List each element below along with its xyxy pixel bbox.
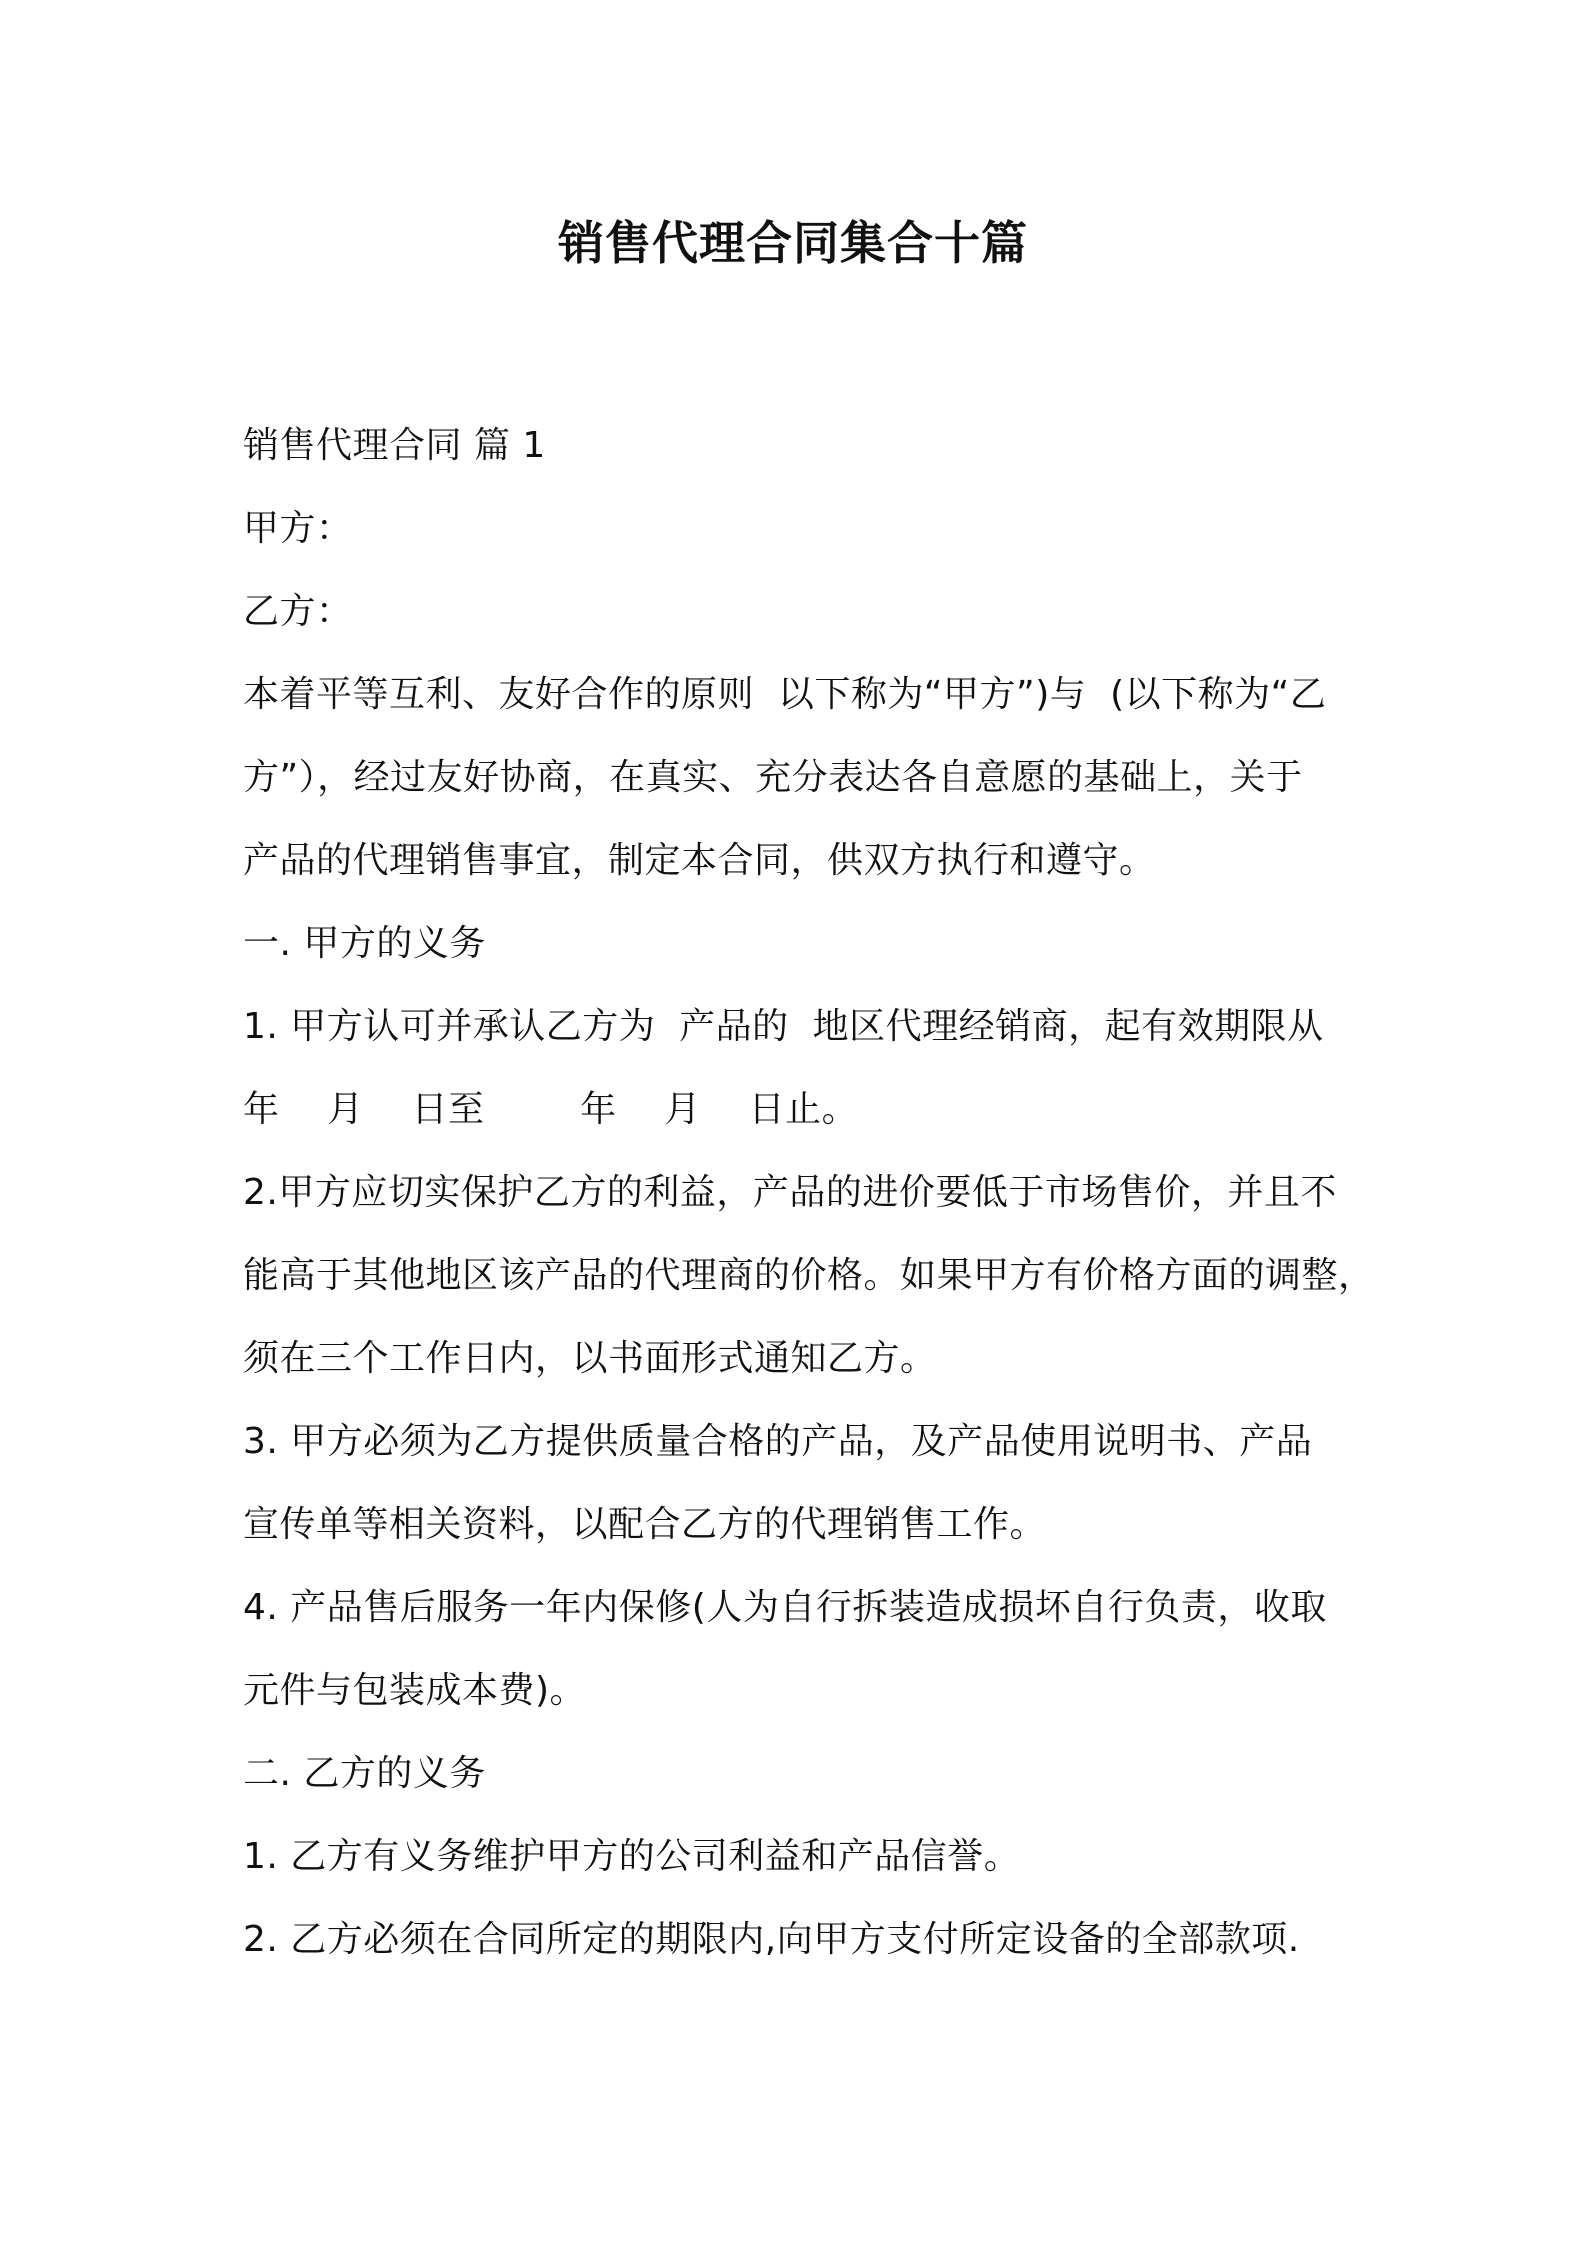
clause-a2-line-3: 须在三个工作日内，以书面形式通知乙方。 (243, 1338, 937, 1379)
clause-a3-line-2: 宣传单等相关资料，以配合乙方的代理销售工作。 (243, 1504, 1047, 1545)
clause-a2-line-1: 2.甲方应切实保护乙方的利益，产品的进价要低于市场售价，并且不 (243, 1172, 1337, 1213)
document-body (243, 404, 1373, 1981)
clause-a2-line-2: 能高于其他地区该产品的代理商的价格。如果甲方有价格方面的调整， (243, 1255, 1375, 1296)
section-heading-party-a-obligations: 一. 甲方的义务 (243, 923, 486, 964)
preamble-line-3: 产品的代理销售事宜，制定本合同，供双方执行和遵守。 (243, 840, 1156, 881)
preamble-line-2: 方”），经过友好协商，在真实、充分表达各自意愿的基础上，关于 (243, 757, 1303, 798)
section-heading-party-b-obligations: 二. 乙方的义务 (243, 1753, 486, 1794)
clause-a3-line-1: 3. 甲方必须为乙方提供质量合格的产品，及产品使用说明书、产品 (243, 1421, 1313, 1462)
clause-a4-line-2: 元件与包装成本费)。 (243, 1670, 587, 1711)
clause-a4-line-1: 4. 产品售后服务一年内保修(人为自行拆装造成损坏自行负责，收取 (243, 1587, 1327, 1628)
party-a-line: 甲方： (243, 508, 353, 549)
section-heading-contract-1: 销售代理合同 篇 1 (243, 425, 546, 466)
document-title: 销售代理合同集合十篇 (558, 216, 1028, 270)
clause-b2-line-1: 2. 乙方必须在合同所定的期限内,向甲方支付所定设备的全部款项. (243, 1919, 1300, 1960)
preamble-line-1: 本着平等互利、友好合作的原则 以下称为“甲方”)与 (以下称为“乙 (243, 674, 1327, 715)
clause-a1-line-2: 年 月 日至 年 月 日止。 (243, 1089, 859, 1130)
clause-a1-line-1: 1. 甲方认可并承认乙方为 产品的 地区代理经销商，起有效期限从 (243, 1006, 1324, 1047)
party-b-line: 乙方： (243, 591, 353, 632)
clause-b1-line-1: 1. 乙方有义务维护甲方的公司利益和产品信誉。 (243, 1836, 1021, 1877)
